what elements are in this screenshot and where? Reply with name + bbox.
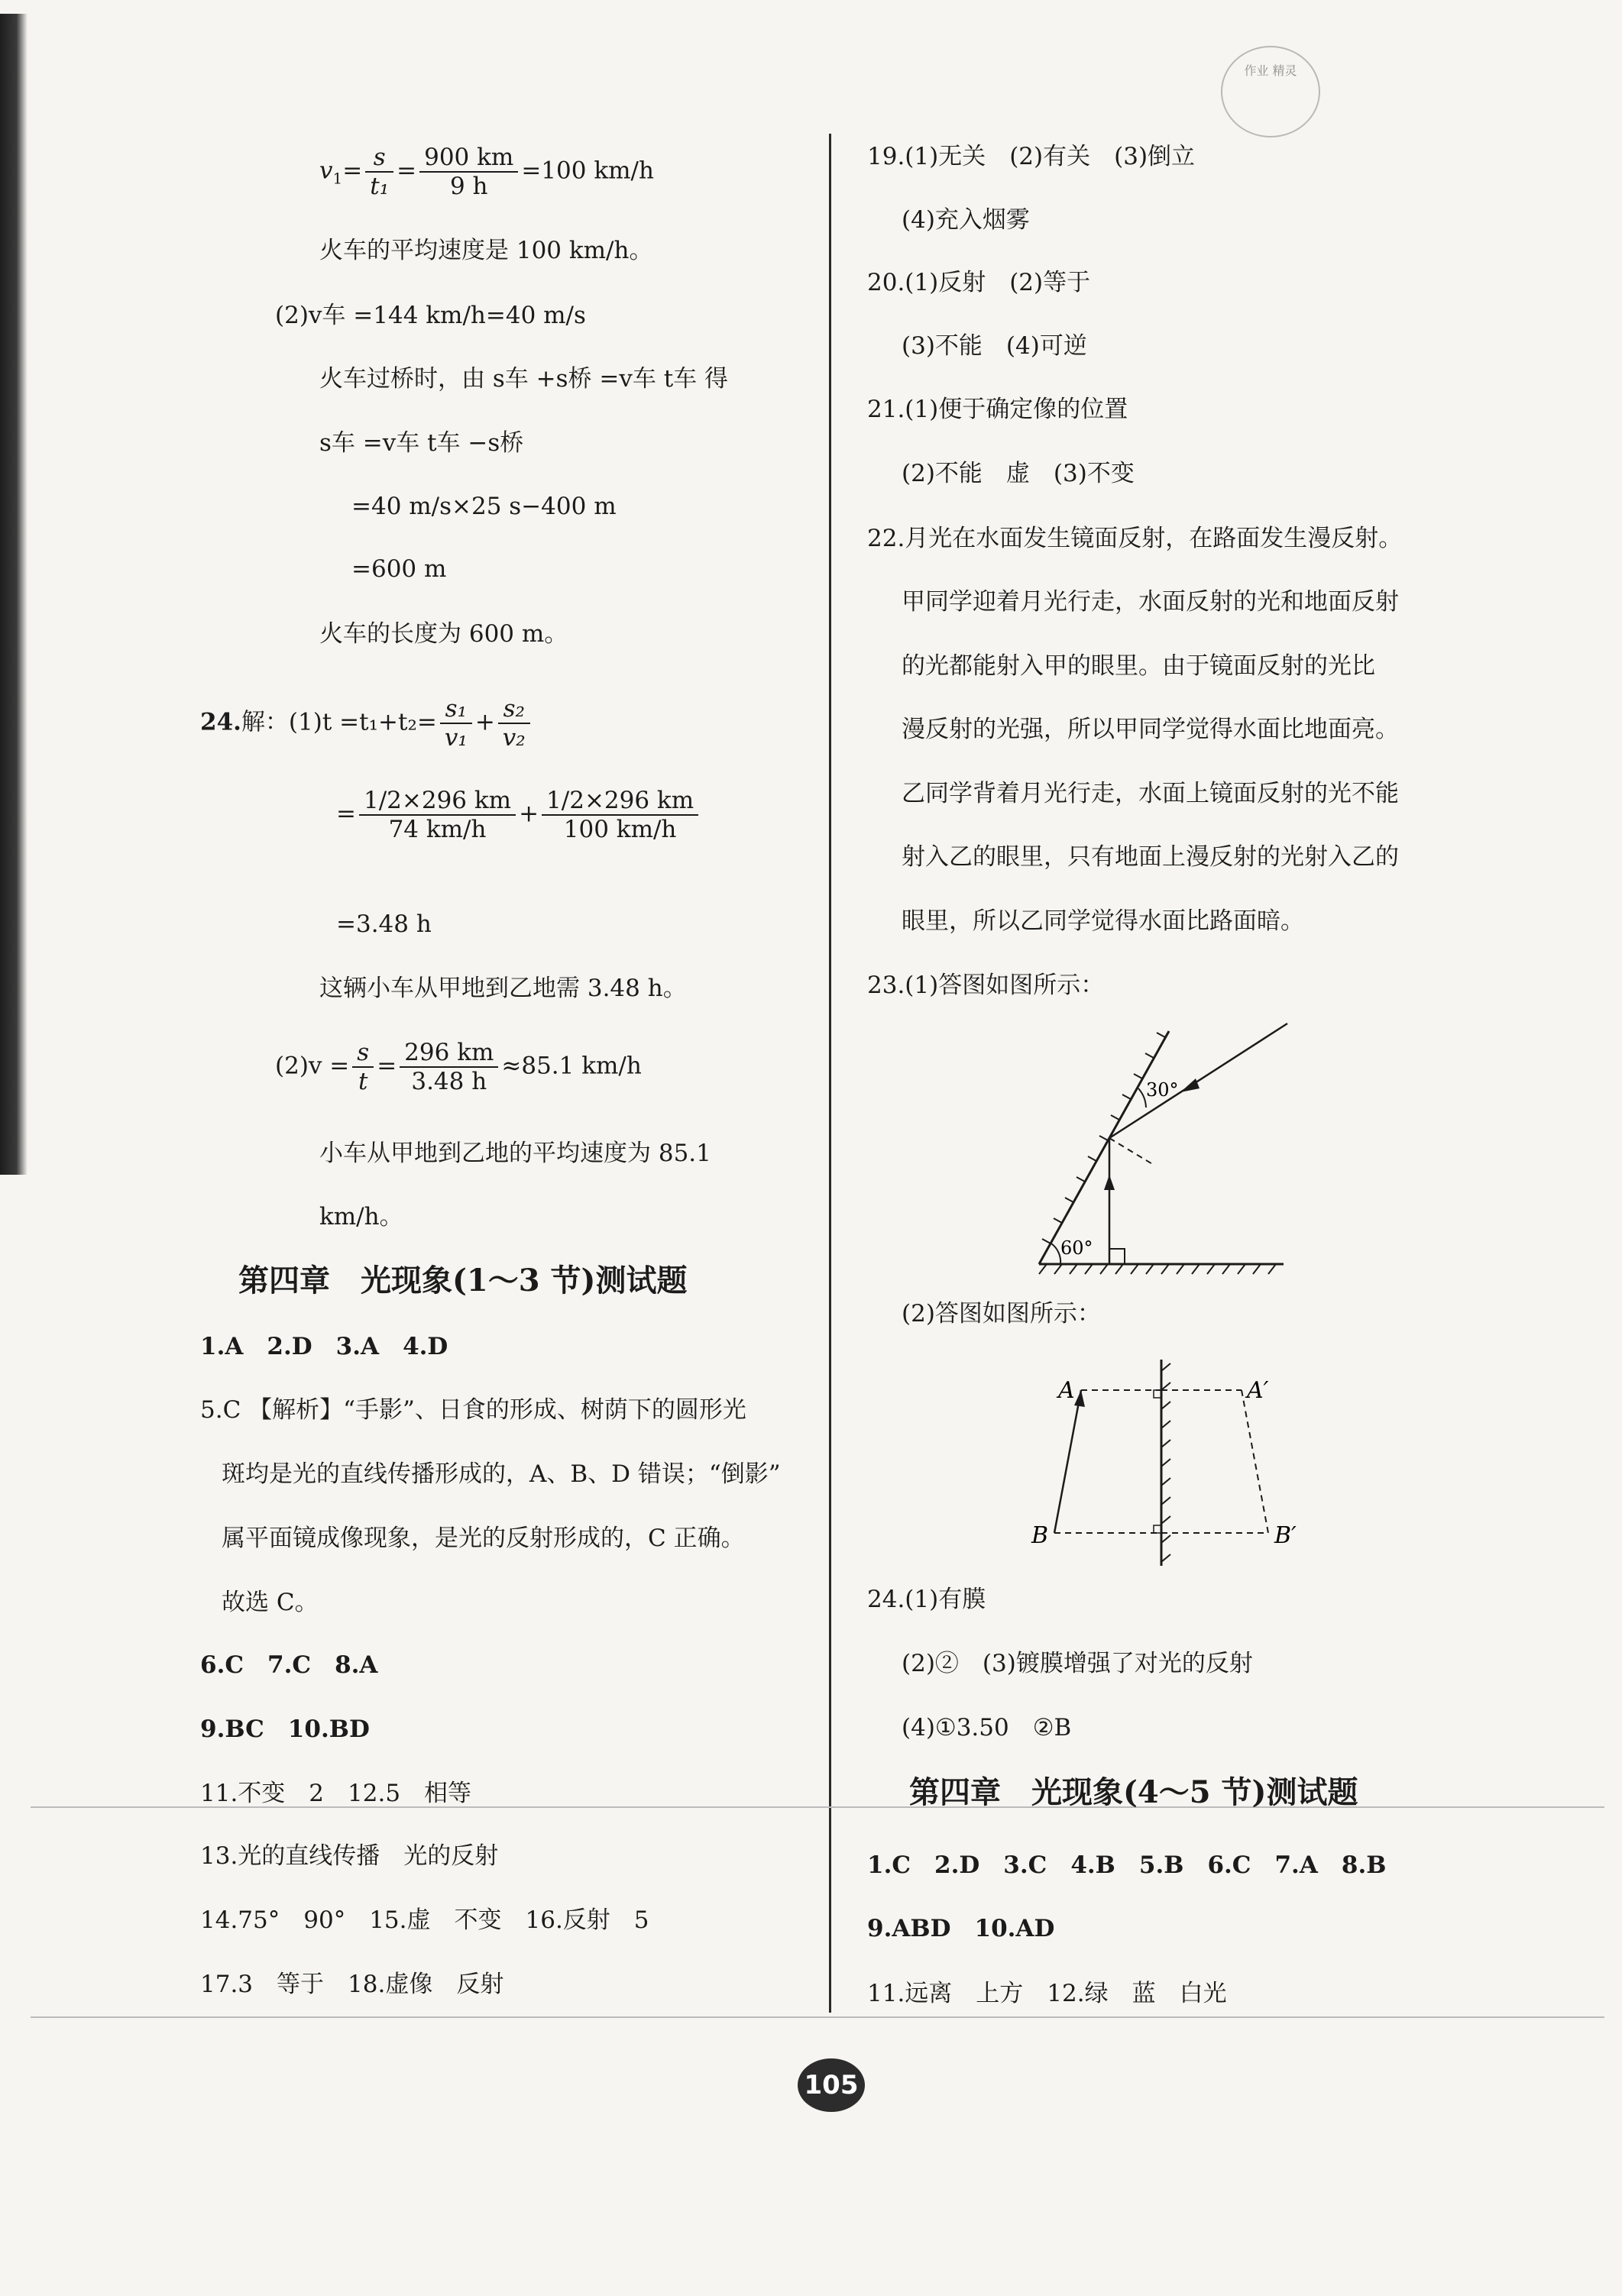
answer-line: 14.75° 90° 15.虚 不变 16.反射 5: [200, 1906, 649, 1934]
plane-mirror-diagram: [1024, 1356, 1299, 1570]
answer-line: 这辆小车从甲地到乙地需 3.48 h。: [319, 975, 687, 1002]
fig1-angle-60: 60°: [1060, 1237, 1093, 1259]
answer-line: 斑均是光的直线传播形成的，A、B、D 错误；“倒影”: [222, 1460, 781, 1488]
answer-line: 9.BC 10.BD: [200, 1716, 370, 1743]
answer-line: 17.3 等于 18.虚像 反射: [200, 1971, 504, 1998]
answer-line: (2)不能 虚 (3)不变: [902, 460, 1135, 487]
answer-line: 属平面镜成像现象，是光的反射形成的，C 正确。: [222, 1525, 745, 1552]
column-divider: [829, 134, 831, 2013]
section-heading: 第四章 光现象(1～3 节)测试题: [238, 1263, 688, 1298]
answer-line: (2)② (3)镀膜增强了对光的反射: [902, 1650, 1253, 1677]
answer-line: 6.C 7.C 8.A: [200, 1651, 378, 1679]
question-24-part1: 24.解：(1)t =t₁+t₂= $\frac{\text{s₁}}{\text{v₁}}$ + $\frac{\text{s₂}}{\text{v₂}}$: [200, 695, 533, 752]
answer-line: 20.(1)反射 (2)等于: [867, 269, 1091, 296]
answer-line: 22.月光在水面发生镜面反射，在路面发生漫反射。: [867, 525, 1403, 552]
answer-line: 5.C 【解析】“手影”、日食的形成、树荫下的圆形光: [200, 1396, 746, 1424]
fig2-label-B: B: [1031, 1522, 1049, 1549]
answer-line: 火车过桥时，由 s车 +s桥 =v车 t车 得: [319, 365, 729, 393]
question-24-part2: (2)v = $\frac{s}{t}$ = $\frac{296 km}{3.48 h}$ ≈85.1 km/h: [275, 1039, 642, 1095]
answer-line: 19.(1)无关 (2)有关 (3)倒立: [867, 143, 1196, 170]
answer-line: 1.C 2.D 3.C 4.B 5.B 6.C 7.A 8.B: [867, 1851, 1387, 1879]
answer-line: 13.光的直线传播 光的反射: [200, 1842, 499, 1870]
fig1-angle-30: 30°: [1146, 1079, 1179, 1101]
fig2-label-B-prime: B′: [1274, 1522, 1297, 1549]
answer-line: 火车的平均速度是 100 km/h。: [319, 237, 653, 264]
answer-line: (4)①3.50 ②B: [902, 1714, 1072, 1741]
answer-line: 21.(1)便于确定像的位置: [867, 396, 1128, 423]
reflection-diagram: [1024, 1016, 1299, 1276]
answer-line: 甲同学迎着月光行走，水面反射的光和地面反射: [902, 588, 1399, 616]
faint-rule: [31, 2016, 1604, 2018]
answer-line: =3.48 h: [336, 910, 432, 938]
answer-line: (3)不能 (4)可逆: [902, 332, 1087, 360]
answer-line: 射入乙的眼里，只有地面上漫反射的光射入乙的: [902, 843, 1399, 871]
page-number-badge: 105: [798, 2058, 865, 2112]
answer-line: 的光都能射入甲的眼里。由于镜面反射的光比: [902, 652, 1375, 680]
fig2-label-A: A: [1058, 1377, 1075, 1404]
answer-line: 眼里，所以乙同学觉得水面比路面暗。: [902, 907, 1304, 935]
answer-line: (2)v车 =144 km/h=40 m/s: [275, 302, 586, 329]
answer-line: 漫反射的光强，所以甲同学觉得水面比地面亮。: [902, 716, 1399, 743]
answer-line: 小车从甲地到乙地的平均速度为 85.1: [319, 1140, 711, 1167]
answer-line: 24.(1)有膜: [867, 1586, 986, 1613]
answer-line: 1.A 2.D 3.A 4.D: [200, 1333, 448, 1360]
answer-line: 11.远离 上方 12.绿 蓝 白光: [867, 1980, 1227, 2007]
watermark-stamp: 作业 精灵: [1221, 46, 1320, 137]
section-heading: 第四章 光现象(4～5 节)测试题: [909, 1774, 1358, 1810]
answer-line: (4)充入烟雾: [902, 206, 1030, 234]
fig2-label-A-prime: A′: [1247, 1377, 1269, 1404]
answer-line: 乙同学背着月光行走，水面上镜面反射的光不能: [902, 780, 1399, 807]
answer-line: 9.ABD 10.AD: [867, 1915, 1055, 1942]
answer-line: 23.(1)答图如图所示：: [867, 972, 1105, 999]
answer-line: =600 m: [351, 555, 447, 583]
scanned-page-edge: [0, 14, 28, 1175]
answer-line: =40 m/s×25 s−400 m: [351, 493, 617, 520]
question-24-fraction-sum: = $\frac{1/2\times 296 km}{74 km/h}$ + $\frac{1/2\times 296 km}{100 km/h}$: [336, 787, 701, 843]
answer-line: km/h。: [319, 1203, 403, 1230]
answer-line: 故选 C。: [222, 1589, 319, 1616]
answer-line: (2)答图如图所示：: [902, 1300, 1101, 1327]
velocity-equation-1: $v_1=$ $\frac{s}{\text{t₁}}$ = $\frac{900 km}{9 h}$ =100 km/h: [319, 144, 654, 200]
answer-line: s车 =v车 t车 −s桥: [319, 429, 524, 457]
answer-line: 11.不变 2 12.5 相等: [200, 1780, 472, 1807]
answer-line: 火车的长度为 600 m。: [319, 620, 568, 648]
